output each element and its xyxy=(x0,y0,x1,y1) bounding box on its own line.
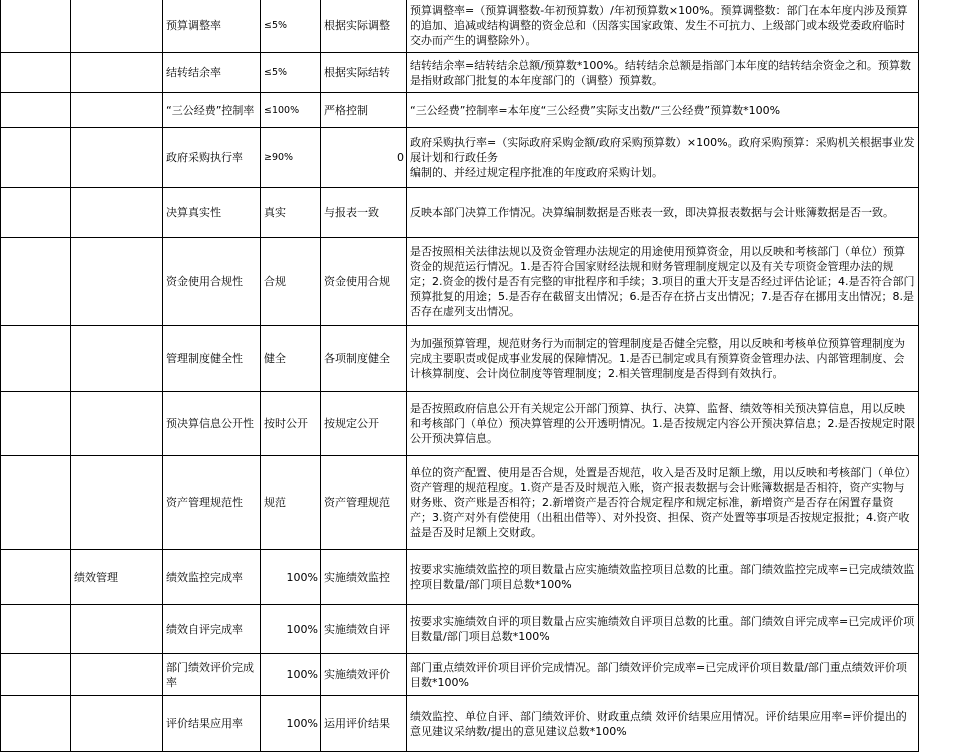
table-row xyxy=(1,93,919,128)
indicator-name: 评价结果应用率 xyxy=(163,696,261,752)
indicator-basis: 根据实际调整 xyxy=(321,0,407,53)
indicator-description: 按要求实施绩效监控的项目数量占应实施绩效监控项目总数的比重。部门绩效监控完成率=已完成绩效监控项目数量/部门项目总数*100% xyxy=(407,550,919,605)
table-row xyxy=(1,238,919,326)
level2-cell xyxy=(71,188,163,238)
indicator-description: 绩效监控、单位自评、部门绩效评价、财政重点绩 效评价结果应用情况。评价结果应用率=评价提出的意见建议采纳数/提出的意见建议总数*100% xyxy=(407,696,919,752)
level1-cell xyxy=(1,53,71,93)
indicator-description: 部门重点绩效评价项目评价完成情况。部门绩效评价完成率=已完成评价项目数量/部门重点绩效评价项目数*100% xyxy=(407,654,919,696)
indicator-description: 单位的资产配置、使用是否合规，处置是否规范，收入是否及时足额上缴，用以反映和考核部门（单位）资产管理的规范程度。1.资产是否及时规范入账，资产报表数据与会计账簿数据是否相符，资产实物与财务账、资产账是否相符；2.新增资产是否符合规定程序和规定标准，新增资产是否存在闲置存量资产；3.资产对外有偿使用（出租出借等）、对外投资、担保、资产处置等事项是否按规定报批；4.资产收益是否及时足额上交财政。 xyxy=(407,456,919,550)
indicator-basis: 运用评价结果 xyxy=(321,696,407,752)
level1-cell xyxy=(1,326,71,392)
level1-cell xyxy=(1,456,71,550)
indicator-basis: 实施绩效自评 xyxy=(321,605,407,654)
level2-cell xyxy=(71,128,163,188)
level1-cell xyxy=(1,605,71,654)
indicator-basis: 根据实际结转 xyxy=(321,53,407,93)
level1-cell xyxy=(1,93,71,128)
table-row xyxy=(1,188,919,238)
level2-cell: 绩效管理 xyxy=(71,550,163,605)
level1-cell xyxy=(1,188,71,238)
indicator-standard: 合规 xyxy=(261,238,321,326)
indicator-name: 决算真实性 xyxy=(163,188,261,238)
indicator-description: “三公经费”控制率=本年度“三公经费”实际支出数/“三公经费”预算数*100% xyxy=(407,93,919,128)
table-row xyxy=(1,128,919,188)
level2-cell xyxy=(71,654,163,696)
indicator-basis: 实施绩效评价 xyxy=(321,654,407,696)
level1-cell xyxy=(1,0,71,53)
indicator-description: 结转结余率=结转结余总额/预算数*100%。结转结余总额是指部门本年度的结转结余资金之和。预算数是指财政部门批复的本年度部门的（调整）预算数。 xyxy=(407,53,919,93)
indicator-standard: ≤100% xyxy=(261,93,321,128)
indicator-description: 反映本部门决算工作情况。决算编制数据是否账表一致，即决算报表数据与会计账簿数据是否一致。 xyxy=(407,188,919,238)
table-row xyxy=(1,456,919,550)
table-row xyxy=(1,696,919,752)
indicator-name: 预算调整率 xyxy=(163,0,261,53)
level2-cell xyxy=(71,456,163,550)
indicator-description: 是否按照政府信息公开有关规定公开部门预算、执行、决算、监督、绩效等相关预决算信息，用以反映和考核部门（单位）预决算管理的公开透明情况。1.是否按规定内容公开预决算信息；2.是否按规定时限公开预决算信息。 xyxy=(407,392,919,456)
indicator-name: 绩效自评完成率 xyxy=(163,605,261,654)
indicator-description xyxy=(407,128,919,188)
indicator-name: 资金使用合规性 xyxy=(163,238,261,326)
level1-cell xyxy=(1,550,71,605)
level1-cell xyxy=(1,238,71,326)
indicator-standard: 100% xyxy=(261,550,321,605)
indicator-basis: 按规定公开 xyxy=(321,392,407,456)
indicator-description: 是否按照相关法律法规以及资金管理办法规定的用途使用预算资金，用以反映和考核部门（单位）预算资金的规范运行情况。1.是否符合国家财经法规和财务管理制度规定以及有关专项资金管理办法的规定；2.资金的拨付是否有完整的审批程序和手续；3.项目的重大开支是否经过评估论证；4.是否符合部门预算批复的用途；5.是否存在截留支出情况；6.是否存在挤占支出情况；7.是否存在挪用支出情况；8.是否存在虚列支出情况。 xyxy=(407,238,919,326)
indicator-standard: ≤5% xyxy=(261,53,321,93)
indicator-name: 部门绩效评价完成率 xyxy=(163,654,261,696)
indicator-standard: ≤5% xyxy=(261,0,321,53)
table-row xyxy=(1,550,919,605)
indicator-basis: 资金使用合规 xyxy=(321,238,407,326)
table-row xyxy=(1,53,919,93)
table-row xyxy=(1,392,919,456)
indicator-name: 预决算信息公开性 xyxy=(163,392,261,456)
indicator-basis: 各项制度健全 xyxy=(321,326,407,392)
level1-cell xyxy=(1,654,71,696)
indicator-standard: 规范 xyxy=(261,456,321,550)
indicator-basis: 0 xyxy=(321,128,407,188)
indicator-description: 预算调整率=（预算调整数-年初预算数）/年初预算数×100%。预算调整数：部门在本年度内涉及预算的追加、追减或结构调整的资金总和（因落实国家政策、发生不可抗力、上级部门或本级党委政府临时交办而产生的调整除外）。 xyxy=(407,0,919,53)
indicator-name: “三公经费”控制率 xyxy=(163,93,261,128)
indicator-standard: 按时公开 xyxy=(261,392,321,456)
level2-cell xyxy=(71,696,163,752)
indicator-basis: 严格控制 xyxy=(321,93,407,128)
level2-cell xyxy=(71,238,163,326)
description-line: 政府采购执行率=（实际政府采购金额/政府采购预算数）×100%。政府采购预算：采购机关根据事业发展计划和行政任务 xyxy=(410,136,915,164)
indicator-description: 按要求实施绩效自评的项目数量占应实施绩效自评项目总数的比重。部门绩效自评完成率=已完成评价项目数量/部门项目总数*100% xyxy=(407,605,919,654)
indicator-standard: 真实 xyxy=(261,188,321,238)
indicator-standard: 100% xyxy=(261,696,321,752)
level2-cell xyxy=(71,605,163,654)
table-row xyxy=(1,605,919,654)
indicator-basis: 与报表一致 xyxy=(321,188,407,238)
level1-cell xyxy=(1,696,71,752)
indicator-basis: 资产管理规范 xyxy=(321,456,407,550)
indicator-name: 政府采购执行率 xyxy=(163,128,261,188)
level2-cell xyxy=(71,53,163,93)
level2-cell xyxy=(71,93,163,128)
indicator-basis: 实施绩效监控 xyxy=(321,550,407,605)
indicator-description: 为加强预算管理，规范财务行为而制定的管理制度是否健全完整，用以反映和考核单位预算管理制度为完成主要职责或促成事业发展的保障情况。1.是否已制定或具有预算资金管理办法、内部管理制度、会计核算制度、会计岗位制度等管理制度；2.相关管理制度是否得到有效执行。 xyxy=(407,326,919,392)
indicator-standard: ≥90% xyxy=(261,128,321,188)
indicator-name: 绩效监控完成率 xyxy=(163,550,261,605)
indicator-name: 资产管理规范性 xyxy=(163,456,261,550)
indicator-name: 结转结余率 xyxy=(163,53,261,93)
level2-cell xyxy=(71,326,163,392)
table-row xyxy=(1,654,919,696)
indicator-standard: 100% xyxy=(261,605,321,654)
indicator-name: 管理制度健全性 xyxy=(163,326,261,392)
level1-cell xyxy=(1,128,71,188)
level2-cell xyxy=(71,392,163,456)
table-row xyxy=(1,326,919,392)
indicator-standard: 健全 xyxy=(261,326,321,392)
level1-cell xyxy=(1,392,71,456)
indicator-standard: 100% xyxy=(261,654,321,696)
level2-cell xyxy=(71,0,163,53)
table-row xyxy=(1,0,919,53)
description-line: 编制的、并经过规定程序批准的年度政府采购计划。 xyxy=(410,166,663,179)
